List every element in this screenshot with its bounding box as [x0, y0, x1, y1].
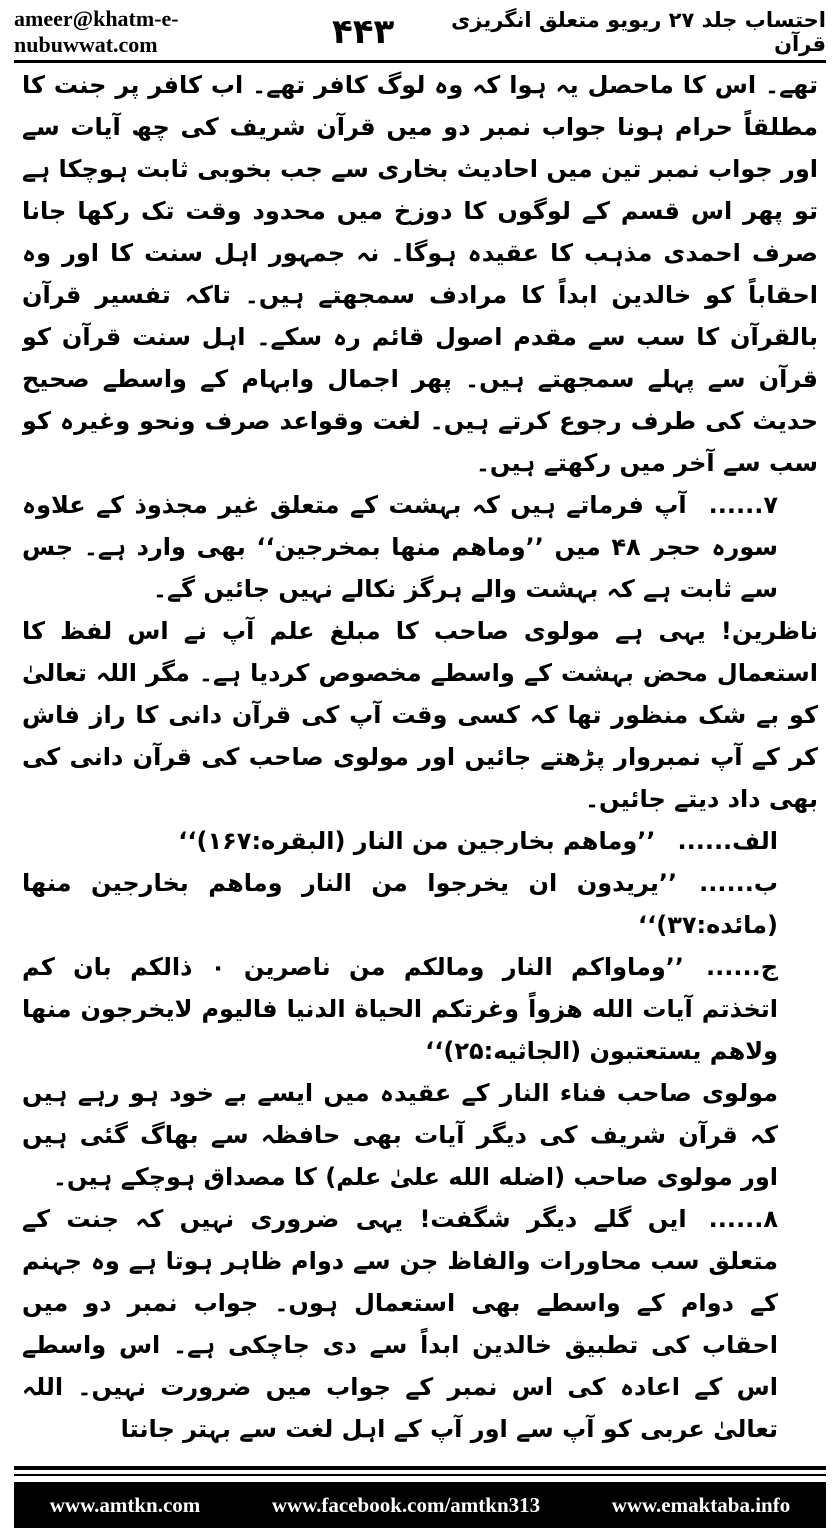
- footer-link-facebook[interactable]: www.facebook.com/amtkn313: [271, 1492, 541, 1517]
- paragraph-8-text-a: یہی ضروری نہیں کہ جنت کے متعلق سب محاورات والفاظ جن سے دوام ظاہر ہوتا ہے وہ جہنم کے دوام کے واسطے بھی استعمال ہوں۔ جواب نمبر دو میں احقاب کی تطبیق: [22, 1205, 778, 1359]
- page-number: ۴۴۳: [332, 12, 395, 52]
- item-number-7: ۷......: [708, 491, 778, 519]
- page-body: [22, 64, 818, 1452]
- paragraph-4-text-a: مولوی صاحب فناء النار کے عقیدہ میں ایسے بے خود ہو رہے ہیں کہ قرآن شریف کی دیگر آیات بھی حافظہ سے بھاگ گئی ہیں اور مولوی صاحب (: [22, 1079, 778, 1191]
- footer-link-emaktaba[interactable]: www.emaktaba.info: [611, 1492, 791, 1517]
- footer-rule-thick: [14, 1466, 826, 1470]
- paragraph-4: [22, 1072, 818, 1198]
- verse-alif: [22, 820, 818, 862]
- paragraph-7-text-b: ‘‘ بھی وارد ہے۔ جس سے ثابت ہے کہ بہشت والے ہرگز نکالے نہیں جائیں گے۔: [22, 533, 778, 603]
- verse-jim: [22, 946, 818, 1072]
- book-title: احتساب جلد ۲۷ ریویو متعلق انگریزی قرآن: [451, 8, 826, 56]
- verse-label-be: ب......: [699, 869, 778, 897]
- item-number-8: ۸......: [708, 1205, 778, 1233]
- verse-label-alif: الف......: [677, 827, 778, 855]
- footer-rule-thin: [14, 1474, 826, 1476]
- page-footer: [14, 1482, 826, 1528]
- paragraph-3: ناظرین! یہی ہے مولوی صاحب کا مبلغ علم آپ نے اس لفظ کا استعمال محض بہشت کے واسطے مخصوص کردیا ہے۔ مگر اللہ تعالیٰ کو بے شک منظور تھا کہ کسی وقت آپ کی قرآن دانی کا راز فاش کر کے آپ نمبروار پڑھتے جائیں اور مولوی صاحب کی قرآن دانی کی بھی داد دیتے جائیں۔: [22, 617, 818, 813]
- verse-quote-be: ’’يريدون ان يخرجوا من النار وماهم بخارجين منها (مائده:۳۷)‘‘: [22, 869, 778, 939]
- footer-link-amtkn[interactable]: www.amtkn.com: [49, 1492, 201, 1517]
- paragraph-8-quote: ایں گلے دیگر شگفت!: [419, 1205, 687, 1233]
- verse-quote-jim: ’’وماواكم النار ومالكم من ناصرين ۰ ذالكم بان كم اتخذتم آيات الله هزواً وغرتكم الحياة الدنيا فاليوم لايخرجون منها ولاهم يستعتبون (الجاثيه:۲۵)‘‘: [22, 953, 778, 1065]
- paragraph-8-quote-2: خالدین ابداً: [420, 1331, 552, 1359]
- verse-quote-alif: ’’وماهم بخارجين من النار (البقره:۱۶۷)‘‘: [178, 827, 656, 855]
- verse-be: [22, 862, 818, 946]
- paragraph-4-text-b: ) کا مصداق ہوچکے ہیں۔: [52, 1163, 337, 1191]
- paragraph-7-text-a: آپ فرماتے ہیں کہ بہشت کے متعلق غیر مجذوذ کے علاوہ سورہ حجر ۴۸ میں ’’: [22, 491, 778, 561]
- paragraph-item-8: [22, 1198, 818, 1450]
- paragraph-item-7: [22, 484, 818, 610]
- header-email: ameer@khatm-e-nubuwwat.com: [14, 6, 179, 57]
- page-header: [14, 4, 826, 63]
- header-left: [14, 6, 394, 58]
- paragraph-1: تھے۔ اس کا ماحصل یہ ہوا کہ وہ لوگ کافر تھے۔ اب کافر پر جنت کا مطلقاً حرام ہونا جواب نمبر دو میں قرآن شریف کی چھ آیات سے اور جواب نمبر تین میں احادیث بخاری سے جب بخوبی ثابت ہوچکا ہے تو پھر اس قسم کے لوگوں کا دوزخ میں محدود وقت تک رکھا جانا صرف احمدی مذہب کا عقیدہ ہوگا۔ نہ جمہور اہل سنت کا اور وہ احقاباً کو خالدین ابداً کا مرادف سمجھتے ہیں۔ تاکہ تفسیر قرآن بالقرآن کا سب سے مقدم اصول قائم رہ سکے۔ اہل سنت قرآن کو قرآن سے پہلے سمجھتے ہیں۔ پھر اجمال وابہام کے واسطے صحیح حدیث کی طرف رجوع کرتے ہیں۔ لغت وقواعد صرف ونحو وغیرہ کو سب سے آخر میں رکھتے ہیں۔: [22, 71, 818, 477]
- paragraph-8-text-b: سے دی جاچکی ہے۔ اس واسطے اس کے اعادہ کی اس نمبر کے جواب میں ضرورت نہیں۔ اللہ تعالیٰ عربی کو آپ سے اور آپ کے اہل لغت سے بہتر جانتا: [22, 1331, 778, 1443]
- paragraph-4-quote: اضله الله علىٰ علم: [336, 1163, 555, 1191]
- verse-label-jim: ج......: [706, 953, 779, 981]
- quote-arabic: وماهم منها بمخرجين: [274, 533, 526, 561]
